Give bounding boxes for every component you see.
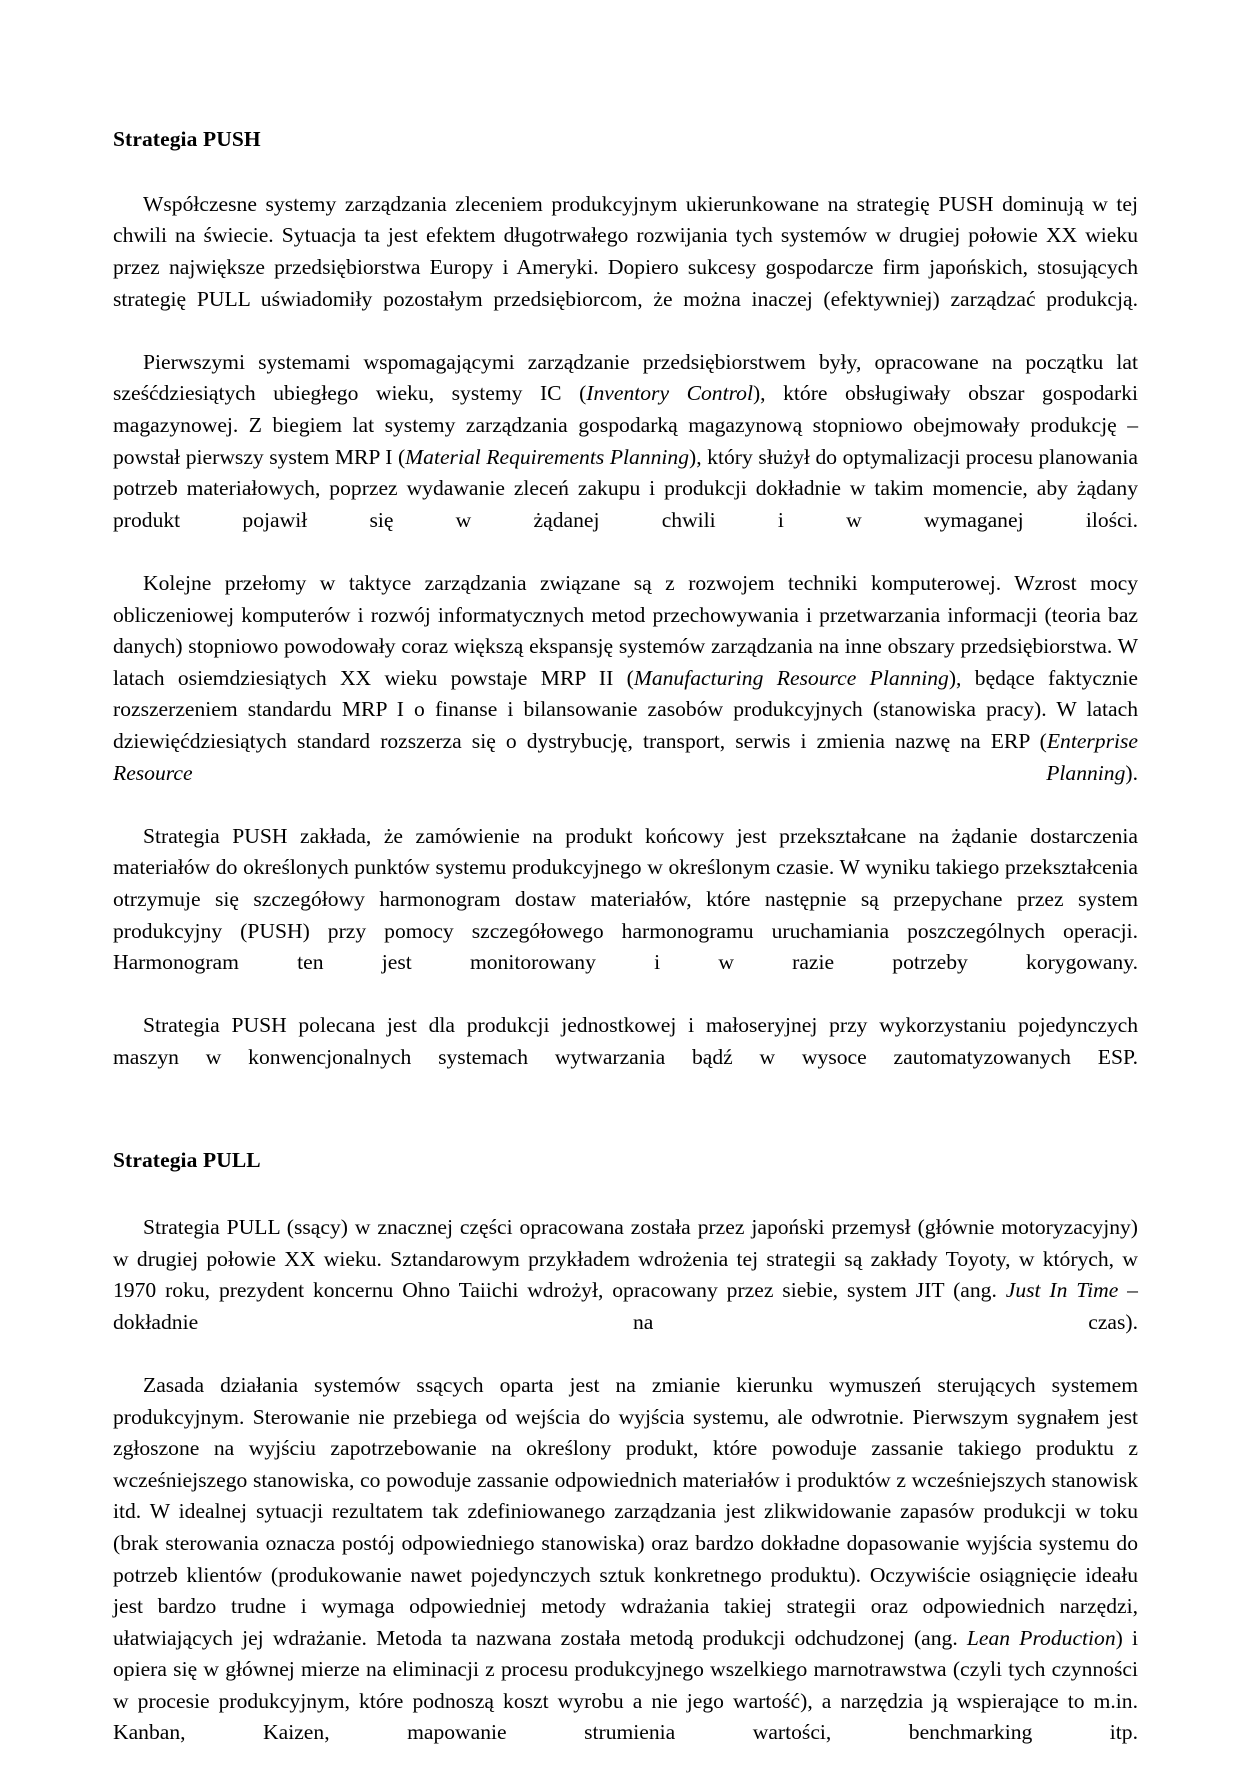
italic-term: Enterprise Resource Planning — [113, 728, 1138, 785]
spacer-before-pull-heading — [113, 1105, 1138, 1147]
paragraph-push-4 — [113, 821, 1138, 1011]
text-run: Zasada działania systemów ssących oparta jest na zmianie kierunku wymuszeń sterujących systemem produkcyjnym. Sterowanie nie przebiega od wejścia do wyjścia systemu, ale odwrotnie. Pierwszym sygnałem jest zgłoszone na wyjściu zapotrzebowanie na określony produkt, które powoduje zassanie takiego produktu z wcześniejszego stanowiska, co powoduje zassanie odpowiednich materiałów i produktów z wcześniejszych stanowisk itd. W idealnej sytuacji rezultatem tak zdefiniowanego zarządzania jest zlikwidowanie zapasów produkcji w toku (brak sterowania oznacza postój odpowiedniego stanowiska) oraz bardzo dokładne dopasowanie wyjścia systemu do potrzeb klientów (produkowanie nawet pojedynczych sztuk konkretnego produktu). Oczywiście osiągnięcie ideału jest bardzo trudne i wymaga odpowiedniej metody wdrażania takiej strategii oraz odpowiednich narzędzi, ułatwiających jej wdrażanie. Metoda ta nazwana została metodą produkcji odchudzonej (ang. — [113, 1372, 1138, 1650]
italic-term: Just In Time — [1005, 1278, 1119, 1303]
italic-term: Material Requirements Planning — [405, 444, 689, 469]
paragraph-pull-1 — [113, 1212, 1138, 1370]
paragraph-push-5 — [113, 1010, 1138, 1105]
italic-term: Inventory Control — [586, 381, 753, 406]
text-run: ), będące faktycznie rozszerzeniem standardu MRP I o finanse i bilansowanie zasobów produkcyjnych (stanowiska pracy). W latach dziewięćdziesiątych standard rozszerza się o dystrybucję, transport, serwis i zmienia nazwę na ERP ( — [113, 665, 1138, 753]
text-run: Strategia PULL (ssący) w znacznej części opracowana została przez japoński przemysł (głównie motoryzacyjny) w drugiej połowie XX wieku. Sztandarowym przykładem wdrożenia tej strategii są zakłady Toyoty, w których, w 1970 roku, prezydent koncernu Ohno Taiichi wdrożył, opracowany przez siebie, system JIT (ang. — [113, 1214, 1138, 1303]
text-run: ). — [1125, 760, 1138, 785]
italic-term: Lean Production — [966, 1625, 1116, 1650]
heading-strategia-pull: Strategia PULL — [113, 1148, 261, 1173]
spacer-after-push-heading — [113, 153, 1138, 189]
paragraph-push-2 — [113, 347, 1138, 568]
text-run: ) i opiera się w głównej mierze na eliminacji z procesu produkcyjnego wszelkiego marnotrawstwa (czyli tych czynności w procesie produkcyjnym, które podnoszą koszt wyrobu a nie jego wartość), a narzędzia ją wspierające to m.in. Kanban, Kaizen, mapowanie strumienia wartości, benchmarking itp. — [113, 1625, 1138, 1745]
italic-term: Manufacturing Resource Planning — [633, 665, 949, 690]
text-run: ), które obsługiwały obszar gospodarki magazynowej. Z biegiem lat systemy zarządzania gospodarką magazynową stopniowo obejmowały produkcję – powstał pierwszy system MRP I ( — [113, 381, 1138, 469]
text-run: ), który służył do optymalizacji procesu planowania potrzeb materiałowych, poprzez wydawanie zleceń zakupu i produkcji dokładnie w takim momencie, aby żądany produkt pojawił się w żądanej chwili i w wymaganej ilości. — [113, 444, 1138, 532]
text-run: Strategia PUSH zakłada, że zamówienie na produkt końcowy jest przekształcane na żądanie dostarczenia materiałów do określonych punktów systemu produkcyjnego w określonym czasie. W wyniku takiego przekształcenia otrzymuje się szczegółowy harmonogram dostaw materiałów, które następnie są przepychane przez system produkcyjny (PUSH) przy pomocy szczegółowego harmonogramu uruchamiania poszczególnych operacji. Harmonogram ten jest monitorowany i w razie potrzeby korygowany. — [113, 823, 1138, 975]
document-body — [113, 126, 1138, 1781]
text-run: Strategia PUSH polecana jest dla produkcji jednostkowej i małoseryjnej przy wykorzystaniu pojedynczych maszyn w konwencjonalnych systemach wytwarzania bądź w wysoce zautomatyzowanych ESP. — [113, 1013, 1138, 1069]
paragraph-push-1 — [113, 189, 1138, 347]
paragraph-pull-2 — [113, 1370, 1138, 1781]
text-run: Kolejne przełomy w taktyce zarządzania związane są z rozwojem techniki komputerowej. Wzrost mocy obliczeniowej komputerów i rozwój informatycznych metod przechowywania i przetwarzania informacji (teoria baz danych) stopniowo powodowały coraz większą ekspansję systemów zarządzania na inne obszary przedsiębiorstwa. W latach osiemdziesiątych XX wieku powstaje MRP II ( — [113, 571, 1138, 690]
spacer-after-pull-heading — [113, 1174, 1138, 1212]
text-run: Pierwszymi systemami wspomagającymi zarządzanie przedsiębiorstwem były, opracowane na początku lat sześćdziesiątych ubiegłego wieku, systemy IC ( — [113, 349, 1138, 406]
text-run: Współczesne systemy zarządzania zleceniem produkcyjnym ukierunkowane na strategię PUSH dominują w tej chwili na świecie. Sytuacja ta jest efektem długotrwałego rozwijania tych systemów w drugiej połowie XX wieku przez największe przedsiębiorstwa Europy i Ameryki. Dopiero sukcesy gospodarcze firm japońskich, stosujących strategię PULL uświadomiły pozostałym przedsiębiorcom, że można inaczej (efektywniej) zarządzać produkcją. — [113, 191, 1138, 311]
heading-strategia-push: Strategia PUSH — [113, 127, 261, 151]
text-run: – dokładnie na czas). — [113, 1278, 1138, 1334]
paragraph-push-3 — [113, 568, 1138, 821]
